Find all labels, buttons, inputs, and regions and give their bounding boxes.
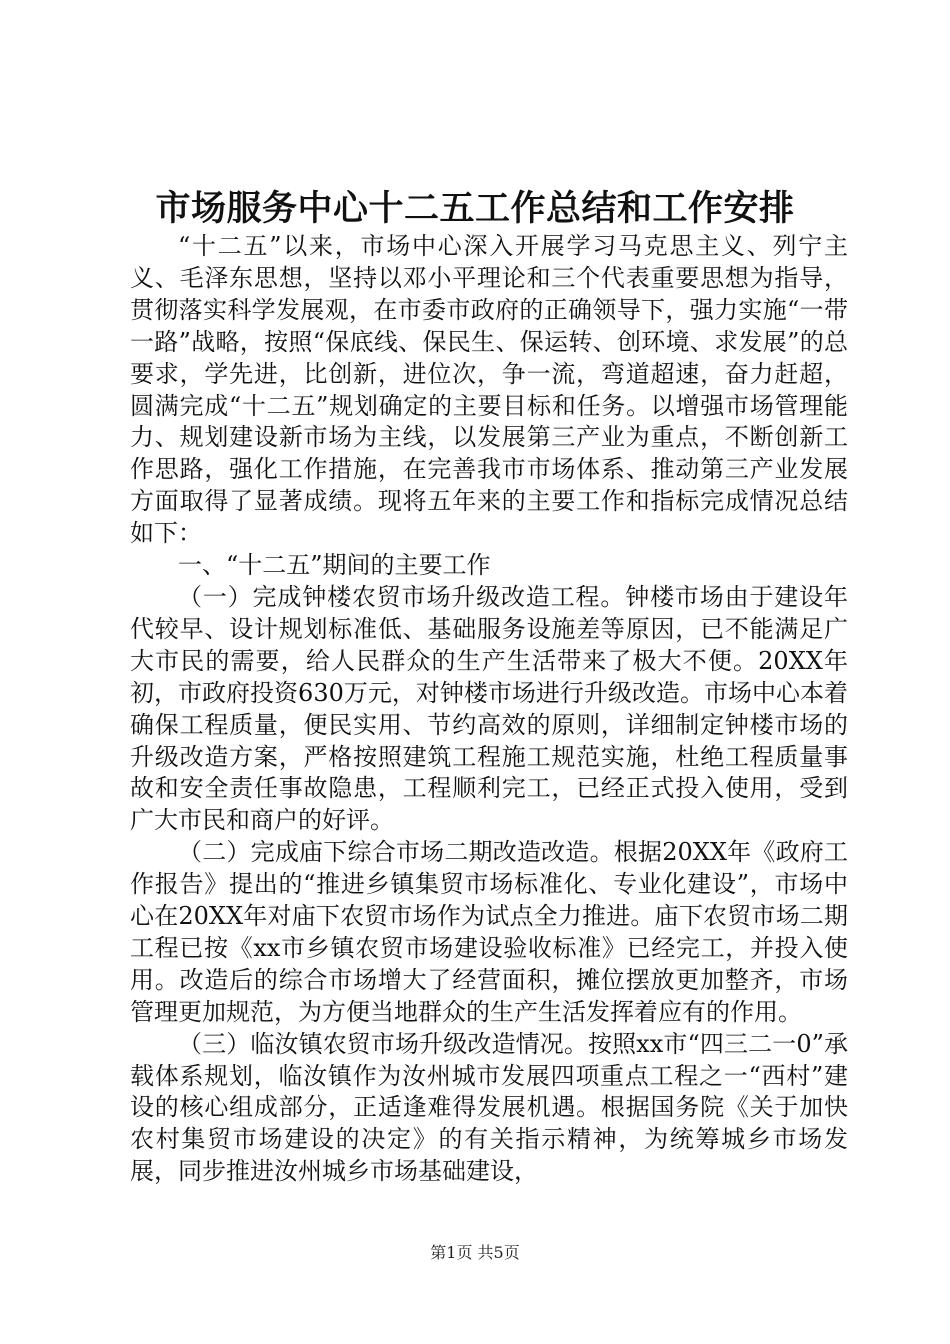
paragraph-item-2: （二）完成庙下综合市场二期改造改造。根据20XX年《政府工作报告》提出的“推进乡镇集贸市场标准化、专业化建设”，市场中心在20XX年对庙下农贸市场作为试点全力推进。庙下农贸市场二期工程已按《xx市乡镇农贸市场建设验收标准》已经完工，并投入使用。改造后的综合市场增大了经营面积，摊位摆放更加整齐，市场管理更加规范，为方便当地群众的生产生活发挥着应有的作用。 [130,838,848,1026]
paragraph-item-1: （一）完成钟楼农贸市场升级改造工程。钟楼市场由于建设年代较早、设计规划标准低、基础服务设施差等原因，已不能满足广大市民的需要，给人民群众的生产生活带来了极大不便。20XX年初，市政府投资630万元，对钟楼市场进行升级改造。市场中心本着确保工程质量，便民实用、节约高效的原则，详细制定钟楼市场的升级改造方案，严格按照建筑工程施工规范实施，杜绝工程质量事故和安全责任事故隐患，工程顺利完工，已经正式投入使用，受到广大市民和商户的好评。 [130,582,848,835]
page-number-footer: 第1页 共5页 [430,1243,520,1262]
document-title: 市场服务中心十二五工作总结和工作安排 [155,188,795,229]
section-heading-1: 一、“十二五”期间的主要工作 [178,551,491,580]
paragraph-item-3: （三）临汝镇农贸市场升级改造情况。按照xx市“四三二一0”承载体系规划，临汝镇作为汝州城市发展四项重点工程之一“西村”建设的核心组成部分，正适逢难得发展机遇。根据国务院《关于加快农村集贸市场建设的决定》的有关指示精神，为统筹城乡市场发展，同步推进汝州城乡市场基础建设， [130,1029,848,1186]
document-body [130,231,848,1188]
paragraph-intro: “十二五”以来，市场中心深入开展学习马克思主义、列宁主义、毛泽东思想，坚持以邓小平理论和三个代表重要思想为指导，贯彻落实科学发展观，在市委市政府的正确领导下，强力实施“一带一路”战略，按照“保底线、保民生、保运转、创环境、求发展”的总要求，学先进，比创新，进位次，争一流，弯道超速，奋力赶超，圆满完成“十二五”规划确定的主要目标和任务。以增强市场管理能力、规划建设新市场为主线，以发展第三产业为重点，不断创新工作思路，强化工作措施，在完善我市市场体系、推动第三产业发展方面取得了显著成绩。现将五年来的主要工作和指标完成情况总结如下： [130,232,848,548]
